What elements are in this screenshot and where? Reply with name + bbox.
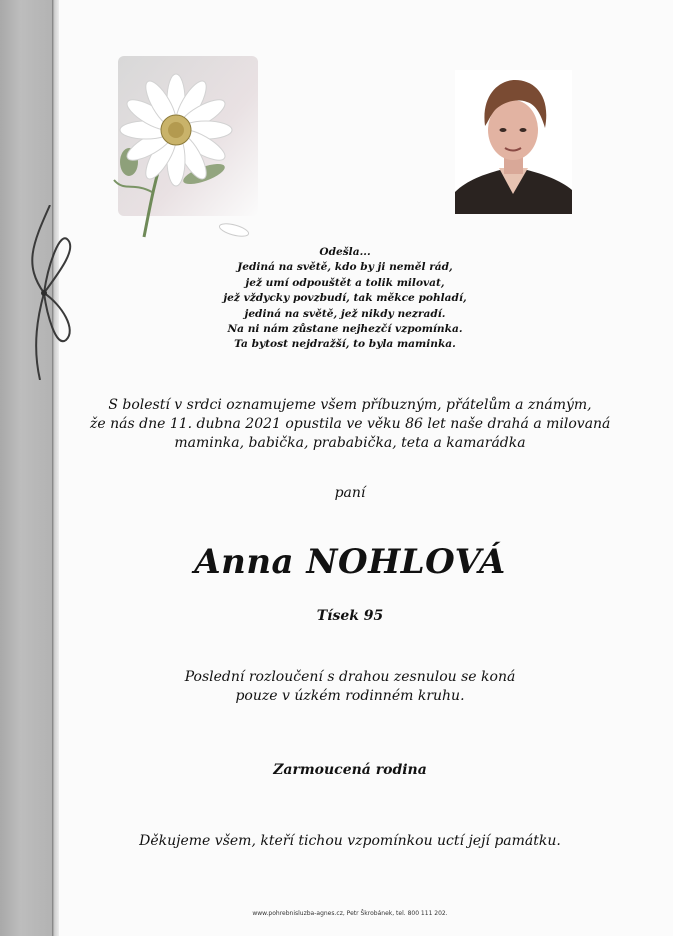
portrait-photo: [455, 70, 572, 214]
poem-line: Ta bytost nejdražší, to byla maminka.: [234, 338, 456, 351]
announcement-line: že nás dne 11. dubna 2021 opustila ve věku 86 let naše drahá a milovaná: [90, 416, 611, 432]
footer-contact: www.pohrebnisluzba-agnes.cz, Petr Škrobánek, tel. 800 111 202.: [252, 910, 448, 917]
family-signature: Zarmoucená rodina: [273, 762, 427, 778]
side-strip-edge: [52, 0, 59, 936]
farewell-line: pouze v úzkém rodinném kruhu.: [235, 688, 465, 704]
honorific: paní: [334, 485, 366, 501]
announcement: [90, 396, 610, 453]
poem-line: jediná na světě, jež nikdy nezradí.: [244, 307, 446, 320]
farewell-notice: [120, 668, 580, 706]
poem-line: jež vždycky povzbudí, tak měkce pohladí,: [223, 292, 467, 305]
side-strip: [0, 0, 52, 936]
poem-line: jež umí odpouštět a tolik milovat,: [245, 276, 445, 289]
poem-line: Na ni nám zůstane nejhezčí vzpomínka.: [227, 323, 463, 336]
address: Tísek 95: [316, 608, 384, 624]
poem: [180, 245, 510, 353]
farewell-line: Poslední rozloučení s drahou zesnulou se koná: [184, 669, 516, 685]
announcement-line: S bolestí v srdci oznamujeme všem příbuzným, přátelům a známým,: [108, 397, 592, 413]
poem-line: Jediná na světě, kdo by ji neměl rád,: [237, 261, 453, 274]
ribbon-bow-icon: [22, 205, 82, 380]
deceased-name: Anna NOHLOVÁ: [194, 542, 506, 582]
daisy-flower-icon: [104, 52, 260, 242]
announcement-line: maminka, babička, prababička, teta a kamarádka: [174, 435, 526, 451]
poem-line: Odešla...: [319, 246, 371, 258]
thanks-line: Děkujeme všem, kteří tichou vzpomínkou uctí její památku.: [139, 833, 561, 849]
